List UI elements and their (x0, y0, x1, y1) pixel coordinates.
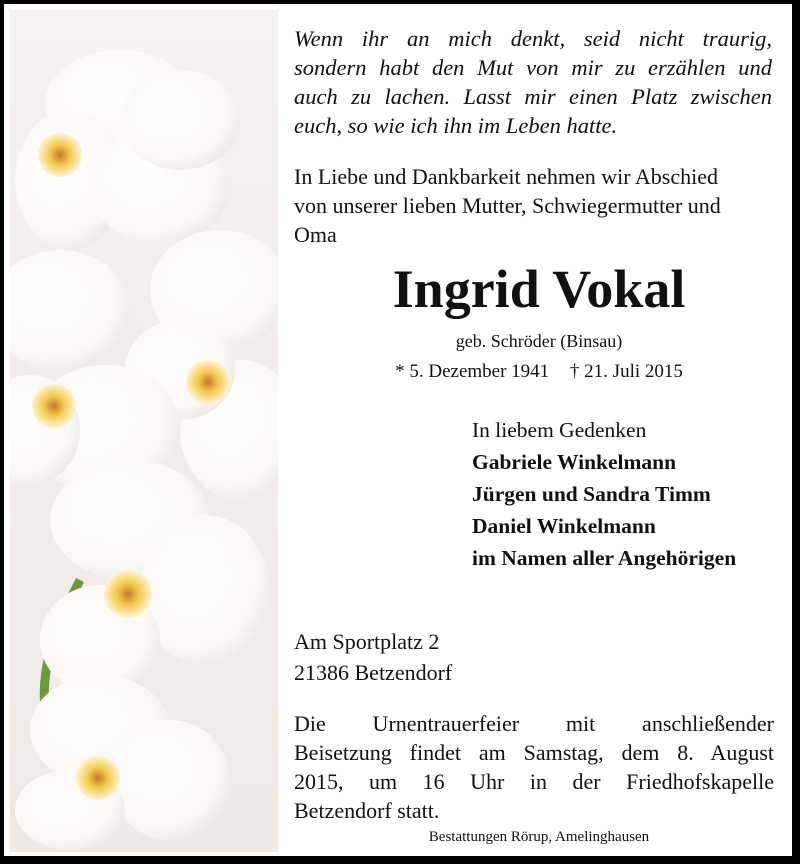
orchid-illustration (10, 10, 278, 852)
intro-line: Oma (294, 222, 337, 247)
undertaker-credit: Bestattungen Rörup, Amelinghausen (428, 829, 650, 845)
address-city: 21386 Betzendorf (294, 660, 453, 685)
maiden-name: geb. Schröder (Binsau) (455, 331, 623, 351)
service-line: 2015, um 16 Uhr in der Friedhofskapelle (294, 769, 774, 794)
mourners-heading: In liebem Gedenken (472, 418, 647, 442)
memorial-poem (294, 24, 772, 140)
address-block (294, 626, 774, 688)
poem-line: sondern habt den Mut von mir zu erzählen und (294, 55, 772, 80)
death-date: † 21. Juli 2015 (569, 361, 683, 382)
poem-line: auch zu lachen. Lasst mir einen Platz zwischen (294, 84, 772, 109)
service-line: Die Urnentrauerfeier mit anschließender (294, 711, 774, 736)
mourner-name: Jürgen und Sandra Timm (472, 482, 711, 506)
service-line: Betzendorf statt. (294, 798, 440, 823)
poem-line: Wenn ihr an mich denkt, seid nicht traurig, (294, 26, 772, 51)
address-street: Am Sportplatz 2 (294, 629, 440, 654)
life-dates (294, 360, 784, 384)
intro-line: von unserer lieben Mutter, Schwiegermutter und (294, 193, 721, 218)
mourner-name: Gabriele Winkelmann (472, 450, 677, 474)
mourners-block (472, 414, 792, 574)
service-line: Beisetzung findet am Samstag, dem 8. August (294, 740, 774, 765)
service-info (294, 709, 774, 825)
poem-line: euch, so wie ich ihn im Leben hatte. (294, 113, 618, 138)
obituary-card (4, 4, 792, 856)
farewell-intro (294, 162, 774, 249)
intro-line: In Liebe und Dankbarkeit nehmen wir Abschied (294, 164, 718, 189)
mourner-name: Daniel Winkelmann (472, 514, 656, 538)
birth-date: * 5. Dezember 1941 (395, 361, 550, 382)
deceased-name: Ingrid Vokal (392, 259, 686, 319)
orchid-photo (10, 10, 278, 852)
mourner-name: im Namen aller Angehörigen (472, 546, 737, 570)
